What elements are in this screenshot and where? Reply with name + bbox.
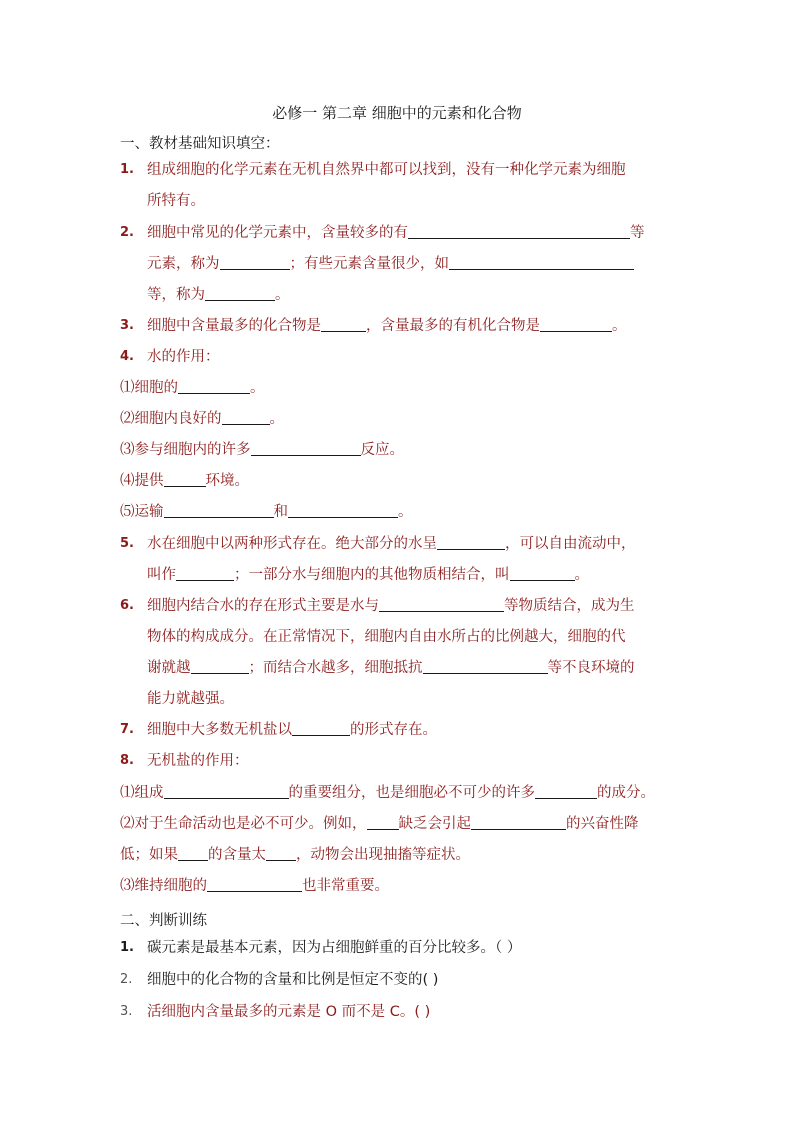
question-number: 1. xyxy=(120,940,134,955)
answer-blank[interactable] xyxy=(379,595,504,612)
answer-blank[interactable] xyxy=(178,377,250,394)
answer-blank[interactable] xyxy=(540,315,612,332)
question-text: 细胞中大多数无机盐以 的形式存在。 xyxy=(147,719,437,741)
question-text: 水的作用： xyxy=(147,349,220,365)
answer-blank[interactable] xyxy=(207,875,302,892)
question-text: 细胞中含量最多的化合物是 ，含量最多的有机化合物是 。 xyxy=(147,315,627,337)
sub-item: ⑴细胞的 。 xyxy=(120,377,265,399)
sub-item: ⑶参与细胞内的许多 反应。 xyxy=(120,439,404,461)
question-number: 2. xyxy=(120,972,133,987)
answer-blank[interactable] xyxy=(367,813,399,830)
question-text: 元素，称为 ；有些元素含量很少，如 xyxy=(147,253,634,275)
question-number: 3. xyxy=(120,1004,133,1019)
answer-blank[interactable] xyxy=(205,284,275,301)
answer-blank[interactable] xyxy=(251,439,361,456)
question-text: 能力就越强。 xyxy=(147,691,234,707)
answer-blank[interactable] xyxy=(321,315,366,332)
answer-blank[interactable] xyxy=(471,813,566,830)
question-number: 2. xyxy=(120,225,134,240)
sub-item: ⑵细胞内良好的 。 xyxy=(120,408,284,430)
question-text: 水在细胞中以两种形式存在。绝大部分的水呈 ，可以自由流动中， xyxy=(147,533,636,555)
judgement-item: 活细胞内含量最多的元素是 O 而不是 C。( ) xyxy=(147,1004,431,1020)
answer-blank[interactable] xyxy=(423,657,548,674)
sub-item: 低；如果 的含量太 ，动物会出现抽搐等症状。 xyxy=(120,844,470,866)
answer-blank[interactable] xyxy=(449,253,634,270)
answer-blank[interactable] xyxy=(288,501,398,518)
sub-item: ⑶维持细胞的 也非常重要。 xyxy=(120,875,389,897)
question-number: 4. xyxy=(120,349,134,364)
question-number: 7. xyxy=(120,722,134,737)
answer-blank[interactable] xyxy=(222,408,270,425)
question-text: 细胞内结合水的存在形式主要是水与 等物质结合，成为生 xyxy=(147,595,635,617)
question-number: 6. xyxy=(120,598,134,613)
judgement-item: 碳元素是最基本元素，因为占细胞鲜重的百分比较多。（ ） xyxy=(147,940,522,956)
question-number: 5. xyxy=(120,536,134,551)
sub-item: ⑴组成 的重要组分，也是细胞必不可少的许多 的成分。 xyxy=(120,782,655,804)
answer-blank[interactable] xyxy=(510,564,575,581)
answer-blank[interactable] xyxy=(292,719,350,736)
sub-item: ⑸运输 和 。 xyxy=(120,501,413,523)
question-text: 无机盐的作用： xyxy=(147,753,249,769)
answer-blank[interactable] xyxy=(178,844,208,861)
answer-blank[interactable] xyxy=(220,253,290,270)
question-text: 细胞中常见的化学元素中，含量较多的有 等 xyxy=(147,222,645,244)
question-text: 谢就越 ；而结合水越多，细胞抵抗 等不良环境的 xyxy=(147,657,635,679)
answer-blank[interactable] xyxy=(408,222,630,239)
answer-blank[interactable] xyxy=(176,564,234,581)
question-text: 组成细胞的化学元素在无机自然界中都可以找到，没有一种化学元素为细胞 xyxy=(147,162,626,178)
sub-item: ⑷提供 环境。 xyxy=(120,470,249,492)
answer-blank[interactable] xyxy=(164,782,289,799)
answer-blank[interactable] xyxy=(191,657,249,674)
question-text: 所特有。 xyxy=(147,193,205,209)
sub-item: ⑵对于生命活动也是必不可少。例如， 缺乏会引起 的兴奋性降 xyxy=(120,813,639,835)
answer-blank[interactable] xyxy=(266,844,296,861)
answer-blank[interactable] xyxy=(164,470,206,487)
question-text: 物体的构成成分。在正常情况下，细胞内自由水所占的比例越大，细胞的代 xyxy=(147,629,626,645)
question-number: 1. xyxy=(120,162,134,177)
section-heading-judgement: 二、判断训练 xyxy=(120,913,207,929)
question-number: 8. xyxy=(120,753,134,768)
answer-blank[interactable] xyxy=(437,533,505,550)
question-text: 等，称为 。 xyxy=(147,284,290,306)
page-title: 必修一 第二章 细胞中的元素和化合物 xyxy=(272,104,522,122)
question-number: 3. xyxy=(120,318,134,333)
judgement-item: 细胞中的化合物的含量和比例是恒定不变的( ) xyxy=(147,972,439,988)
section-heading-fill-in: 一、教材基础知识填空： xyxy=(120,136,280,152)
question-text: 叫作 ；一部分水与细胞内的其他物质相结合，叫 。 xyxy=(147,564,589,586)
answer-blank[interactable] xyxy=(535,782,597,799)
answer-blank[interactable] xyxy=(164,501,274,518)
